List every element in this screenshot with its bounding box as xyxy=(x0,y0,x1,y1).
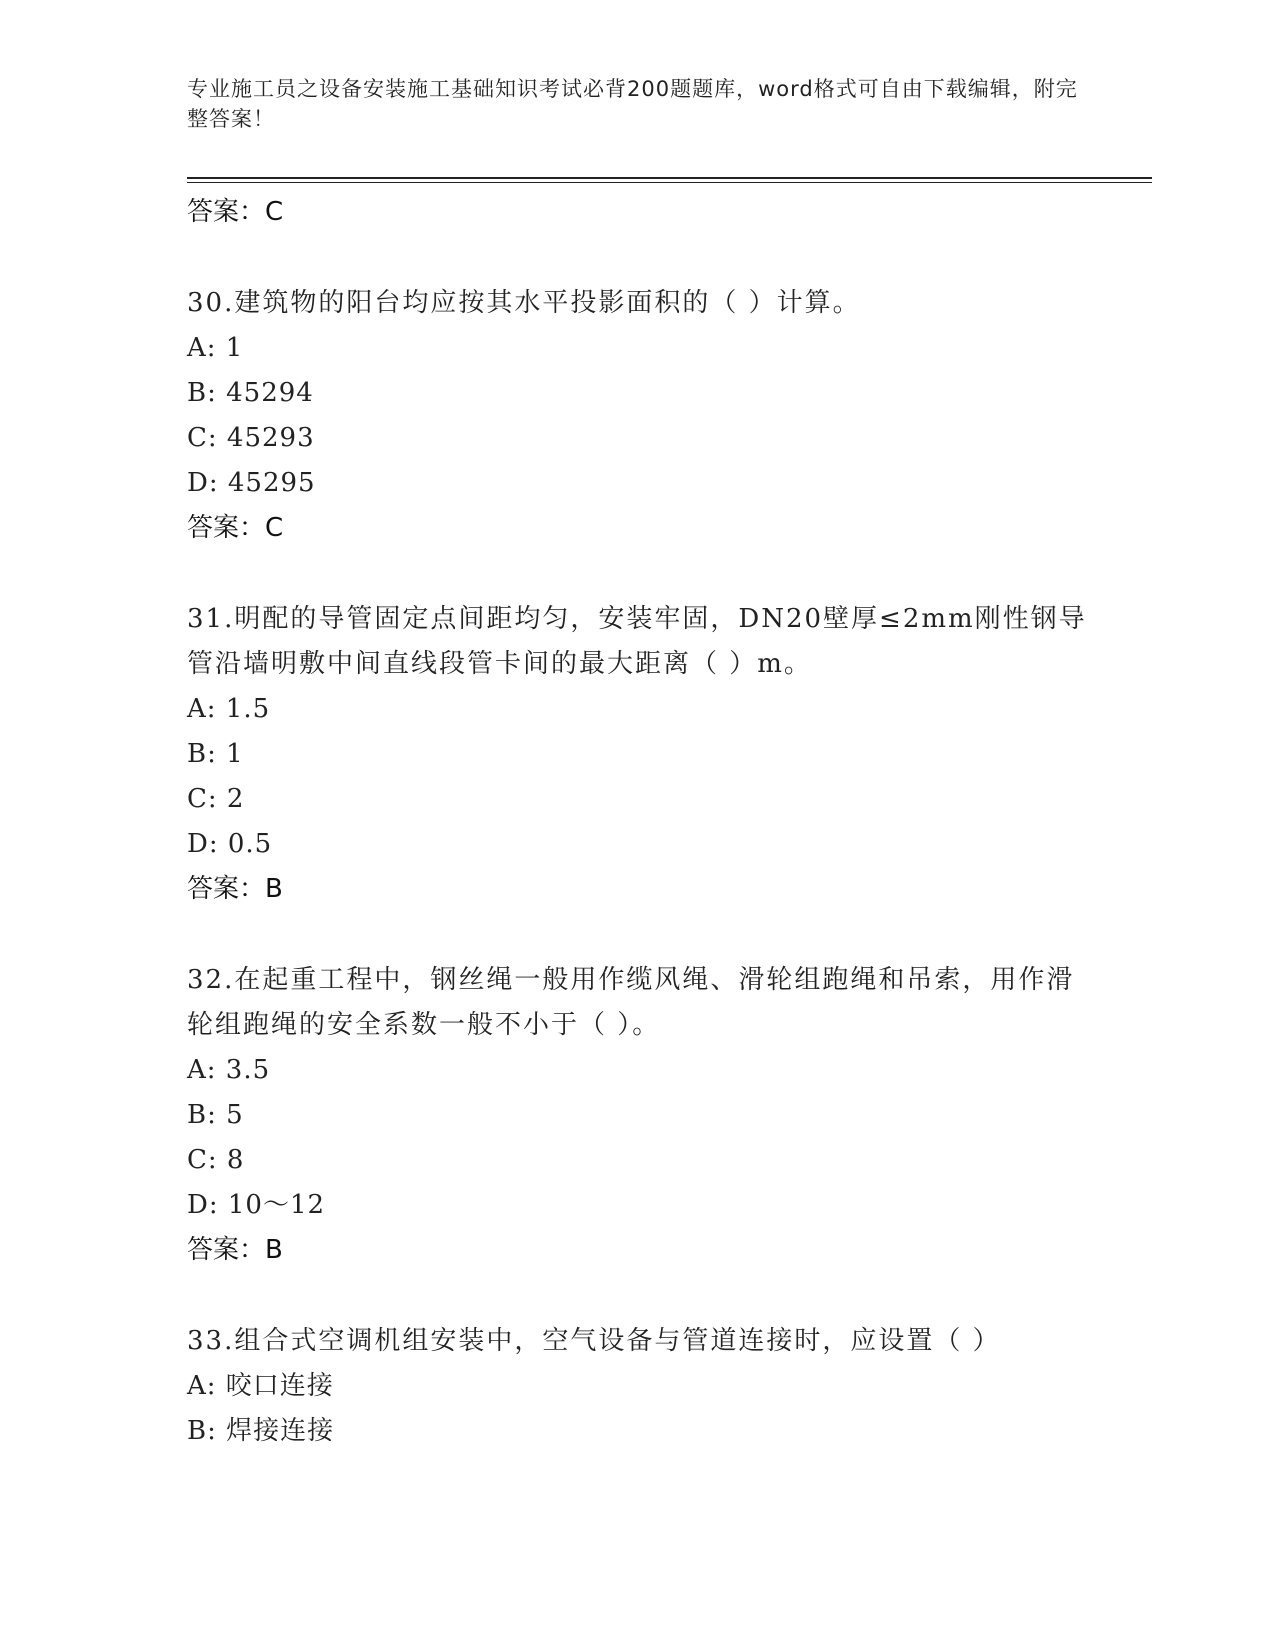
question-stem: 32.在起重工程中，钢丝绳一般用作缆风绳、滑轮组跑绳和吊索，用作滑轮组跑绳的安全系数一般不小于（ ）。 xyxy=(187,965,1075,1040)
option-d: D: 0.5 xyxy=(187,829,273,859)
answer-line: 答案：C xyxy=(187,513,284,543)
option-d: D: 45295 xyxy=(187,468,316,498)
question-block xyxy=(187,281,1087,551)
option-b: B: 45294 xyxy=(187,378,314,408)
question-block xyxy=(187,1319,1087,1454)
option-a: A: 1.5 xyxy=(187,694,271,724)
option-a: A: 3.5 xyxy=(187,1055,271,1085)
option-b: B: 焊接连接 xyxy=(187,1416,335,1446)
question-block xyxy=(187,597,1087,912)
option-c: C: 8 xyxy=(187,1145,245,1175)
page-header: 专业施工员之设备安装施工基础知识考试必背200题题库，word格式可自由下载编辑，附完整答案！ xyxy=(187,77,1078,131)
question-stem: 31.明配的导管固定点间距均匀，安装牢固，DN20壁厚≤2mm刚性钢导管沿墙明敷中间直线段管卡间的最大距离（ ）m。 xyxy=(187,604,1087,679)
question-stem: 30.建筑物的阳台均应按其水平投影面积的（ ）计算。 xyxy=(187,288,861,318)
option-c: C: 45293 xyxy=(187,423,315,453)
answer-line: 答案：C xyxy=(187,197,284,227)
answer-line: 答案：B xyxy=(187,1235,283,1265)
option-d: D: 10～12 xyxy=(187,1190,326,1220)
question-stem: 33.组合式空调机组安装中，空气设备与管道连接时，应设置（ ） xyxy=(187,1326,1001,1356)
question-content xyxy=(187,190,1087,1454)
header-divider-thick xyxy=(187,177,1152,179)
option-c: C: 2 xyxy=(187,784,245,814)
option-a: A: 咬口连接 xyxy=(187,1371,334,1401)
answer-line: 答案：B xyxy=(187,874,283,904)
option-a: A: 1 xyxy=(187,333,244,363)
option-b: B: 5 xyxy=(187,1100,244,1130)
question-block xyxy=(187,958,1087,1273)
option-b: B: 1 xyxy=(187,739,244,769)
header-divider-thin xyxy=(187,182,1152,183)
